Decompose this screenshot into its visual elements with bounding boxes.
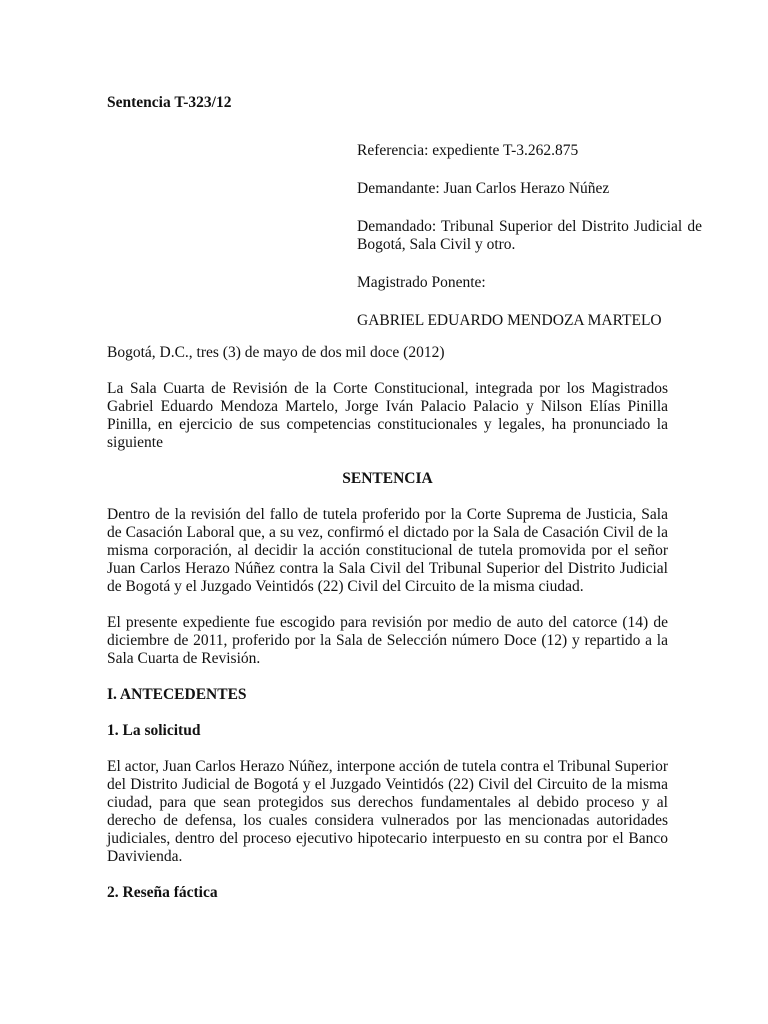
subsection-solicitud-heading: 1. La solicitud — [107, 722, 201, 739]
reference-demandante: Demandante: Juan Carlos Herazo Núñez — [357, 180, 610, 197]
reference-magistrado-name: GABRIEL EDUARDO MENDOZA MARTELO — [357, 312, 662, 329]
intro-paragraph: La Sala Cuarta de Revisión de la Corte Constitucional, integrada por los Magistrados Gabriel Eduardo Mendoza Martelo, Jorge Iván Palacio Palacio y Nilson Elías Pinilla Pinilla, en ejercicio de sus competencias constitucionales y legales, ha pronunciado la siguiente — [107, 380, 668, 451]
reference-expediente: Referencia: expediente T-3.262.875 — [357, 142, 579, 159]
subsection-resena-heading: 2. Reseña fáctica — [107, 884, 218, 901]
sentencia-heading: SENTENCIA — [342, 470, 433, 487]
reference-block — [357, 142, 702, 350]
paragraph-3: El actor, Juan Carlos Herazo Núñez, interpone acción de tutela contra el Tribunal Superior del Distrito Judicial de Bogotá y el Juzgado Veintidós (22) Civil del Circuito de la misma ciudad, para que sean protegidos sus derechos fundamentales al debido proceso y al derecho de defensa, los cuales considera vulnerados por las mencionadas autoridades judiciales, dentro del proceso ejecutivo hipotecario interpuesto en su contra por el Banco Davivienda. — [107, 758, 668, 865]
date-line: Bogotá, D.C., tres (3) de mayo de dos mil doce (2012) — [107, 344, 445, 361]
reference-magistrado-label: Magistrado Ponente: — [357, 274, 486, 291]
section-antecedentes-heading: I. ANTECEDENTES — [107, 686, 247, 703]
paragraph-1: Dentro de la revisión del fallo de tutela proferido por la Corte Suprema de Justicia, Sala de Casación Laboral que, a su vez, confirmó el dictado por la Sala de Casación Civil de la misma corporación, al decidir la acción constitucional de tutela promovida por el señor Juan Carlos Herazo Núñez contra la Sala Civil del Tribunal Superior del Distrito Judicial de Bogotá y el Juzgado Veintidós (22) Civil del Circuito de la misma ciudad. — [107, 506, 668, 595]
paragraph-2: El presente expediente fue escogido para revisión por medio de auto del catorce (14) de diciembre de 2011, proferido por la Sala de Selección número Doce (12) y repartido a la Sala Cuarta de Revisión. — [107, 614, 668, 667]
document-title: Sentencia T-323/12 — [107, 94, 232, 111]
document-body — [107, 344, 668, 920]
reference-demandado: Demandado: Tribunal Superior del Distrito Judicial de Bogotá, Sala Civil y otro. — [357, 218, 702, 253]
